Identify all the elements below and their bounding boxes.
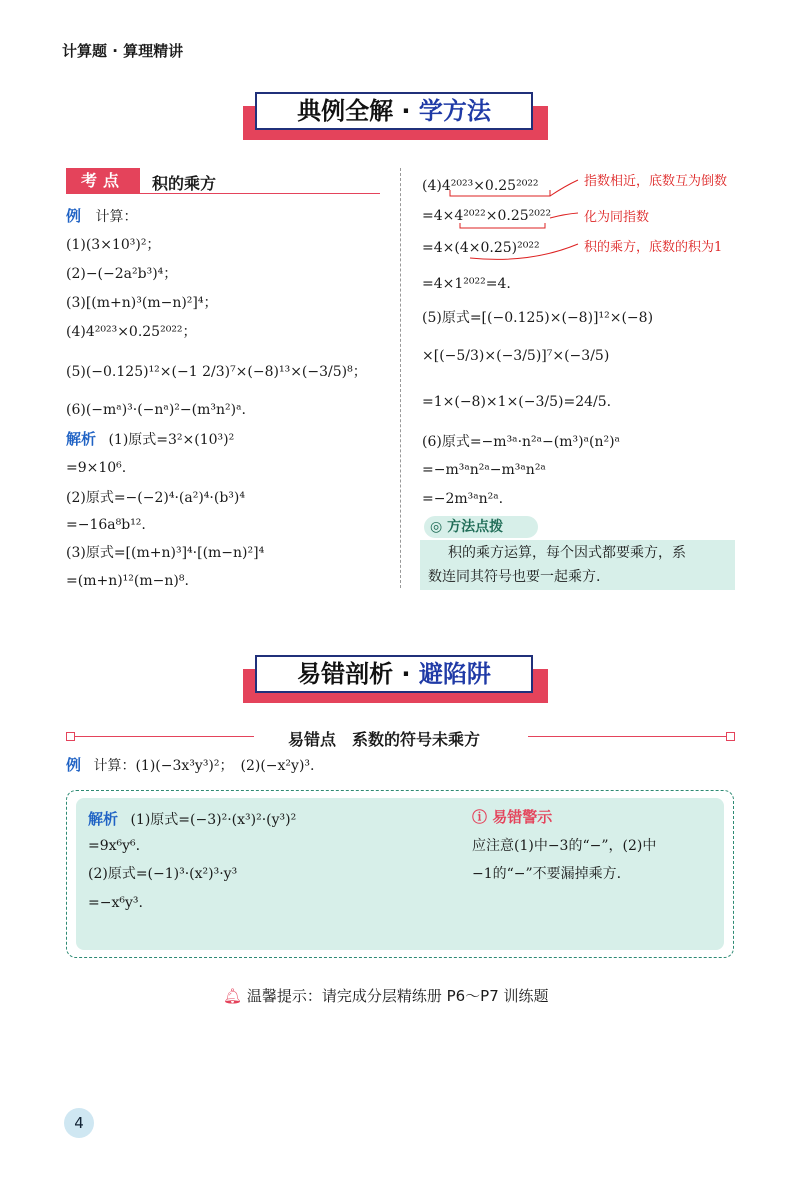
solution2-line-1 <box>88 808 296 830</box>
banner-title-box <box>255 655 533 693</box>
right-line-6: ×[(−5/3)×(−3/5)]⁷×(−3/5) <box>422 348 610 364</box>
solution2-text-1: (1)原式=(−3)²·(x³)²·(y³)² <box>130 812 297 828</box>
example-item-6: (6)(−mᵃ)³·(−nᵃ)²−(m³n²)ᵃ. <box>66 402 246 418</box>
example2-text: 计算：(1)(−3x³y³)²； (2)(−x²y)³. <box>93 758 315 774</box>
method-tip-title: 方法点拨 <box>447 519 504 535</box>
solution-line-1 <box>66 428 234 450</box>
column-divider <box>400 168 401 588</box>
bar-line-right <box>528 736 726 737</box>
example-item-5: (5)(−0.125)¹²×(−1 2/3)⁷×(−8)¹³×(−3/5)⁸； <box>66 364 367 380</box>
warning-title: 易错警示 <box>492 808 553 826</box>
section-banner-examples <box>243 92 548 140</box>
right-line-2: =4×4²⁰²²×0.25²⁰²² <box>422 208 552 224</box>
bar-line-left <box>74 736 254 737</box>
bell-icon: 🔔︎ <box>223 987 243 1005</box>
page-number: 4 <box>64 1108 94 1138</box>
solution-label: 解析 <box>66 430 97 448</box>
footer-hint <box>223 985 549 1006</box>
bulb-icon: ◎ <box>430 519 443 535</box>
kaodian-underline <box>140 193 380 194</box>
example-item-4: (4)4²⁰²³×0.25²⁰²²； <box>66 324 197 340</box>
running-header: 计算题 · 算理精讲 <box>62 42 184 60</box>
right-line-7: =1×(−8)×1×(−3/5)=24/5. <box>422 394 612 410</box>
banner-title-box <box>255 92 533 130</box>
note-2: 化为同指数 <box>584 210 650 225</box>
right-line-8: (6)原式=−m³ᵃ·n²ᵃ−(m³)ᵃ(n²)ᵃ <box>422 434 620 450</box>
warning-heading <box>472 806 552 827</box>
warning-line-2: −1的“−”不要漏掉乘方. <box>472 866 622 882</box>
right-line-1: (4)4²⁰²³×0.25²⁰²² <box>422 178 539 194</box>
footer-hint-text: 温馨提示：请完成分层精练册 P6～P7 训练题 <box>246 987 549 1005</box>
banner-title-main: 易错剖析 · <box>297 660 419 688</box>
banner-title-main: 典例全解 · <box>297 97 419 125</box>
kaodian-title: 积的乘方 <box>152 174 217 193</box>
method-tip-text-1: 积的乘方运算，每个因式都要乘方，系 <box>448 545 686 561</box>
exclamation-icon: ⓘ <box>472 808 488 826</box>
error-point-title: 易错点 系数的符号未乘方 <box>288 730 481 749</box>
kaodian-tag: 考点 <box>66 168 140 194</box>
solution-line-3: (2)原式=−(−2)⁴·(a²)⁴·(b³)⁴ <box>66 490 245 506</box>
solution2-line-2: =9x⁶y⁶. <box>88 838 141 854</box>
example2-label: 例 <box>66 756 82 774</box>
method-tip-badge <box>424 516 538 538</box>
example-item-3: (3)[(m+n)³(m−n)²]⁴； <box>66 295 218 311</box>
solution2-line-3: (2)原式=(−1)³·(x²)³·y³ <box>88 866 238 882</box>
solution2-label: 解析 <box>88 810 119 828</box>
banner-title-highlight: 避陷阱 <box>418 660 491 688</box>
note-1: 指数相近，底数互为倒数 <box>584 174 728 189</box>
example-label: 例 <box>66 207 82 225</box>
solution-text-1: (1)原式=3²×(10³)² <box>108 432 235 448</box>
solution-line-2: =9×10⁶. <box>66 460 127 476</box>
example-heading <box>66 205 137 227</box>
method-tip-text-2: 数连同其符号也要一起乘方. <box>428 569 601 585</box>
solution2-line-4: =−x⁶y³. <box>88 895 143 911</box>
note-3: 积的乘方，底数的积为1 <box>584 240 723 255</box>
solution-line-6: =(m+n)¹²(m−n)⁸. <box>66 573 189 589</box>
right-line-5: (5)原式=[(−0.125)×(−8)]¹²×(−8) <box>422 310 654 326</box>
solution-line-4: =−16a⁸b¹². <box>66 517 146 533</box>
example2-line <box>66 754 314 776</box>
warning-line-1: 应注意(1)中−3的“−”，(2)中 <box>472 838 657 854</box>
example-item-2: (2)−(−2a²b³)⁴； <box>66 266 178 282</box>
example-prompt: 计算： <box>95 209 138 225</box>
banner-title-highlight: 学方法 <box>418 97 491 125</box>
bar-end-right <box>726 732 735 741</box>
annotation-arrows <box>440 168 590 268</box>
right-line-3: =4×(4×0.25)²⁰²² <box>422 240 540 256</box>
right-line-10: =−2m³ᵃn²ᵃ. <box>422 491 504 507</box>
section-banner-errors <box>243 655 548 703</box>
example-item-1: (1)(3×10³)²； <box>66 237 161 253</box>
right-line-9: =−m³ᵃn²ᵃ−m³ᵃn²ᵃ <box>422 462 546 478</box>
right-line-4: =4×1²⁰²²=4. <box>422 276 511 292</box>
solution-line-5: (3)原式=[(m+n)³]⁴·[(m−n)²]⁴ <box>66 545 265 561</box>
